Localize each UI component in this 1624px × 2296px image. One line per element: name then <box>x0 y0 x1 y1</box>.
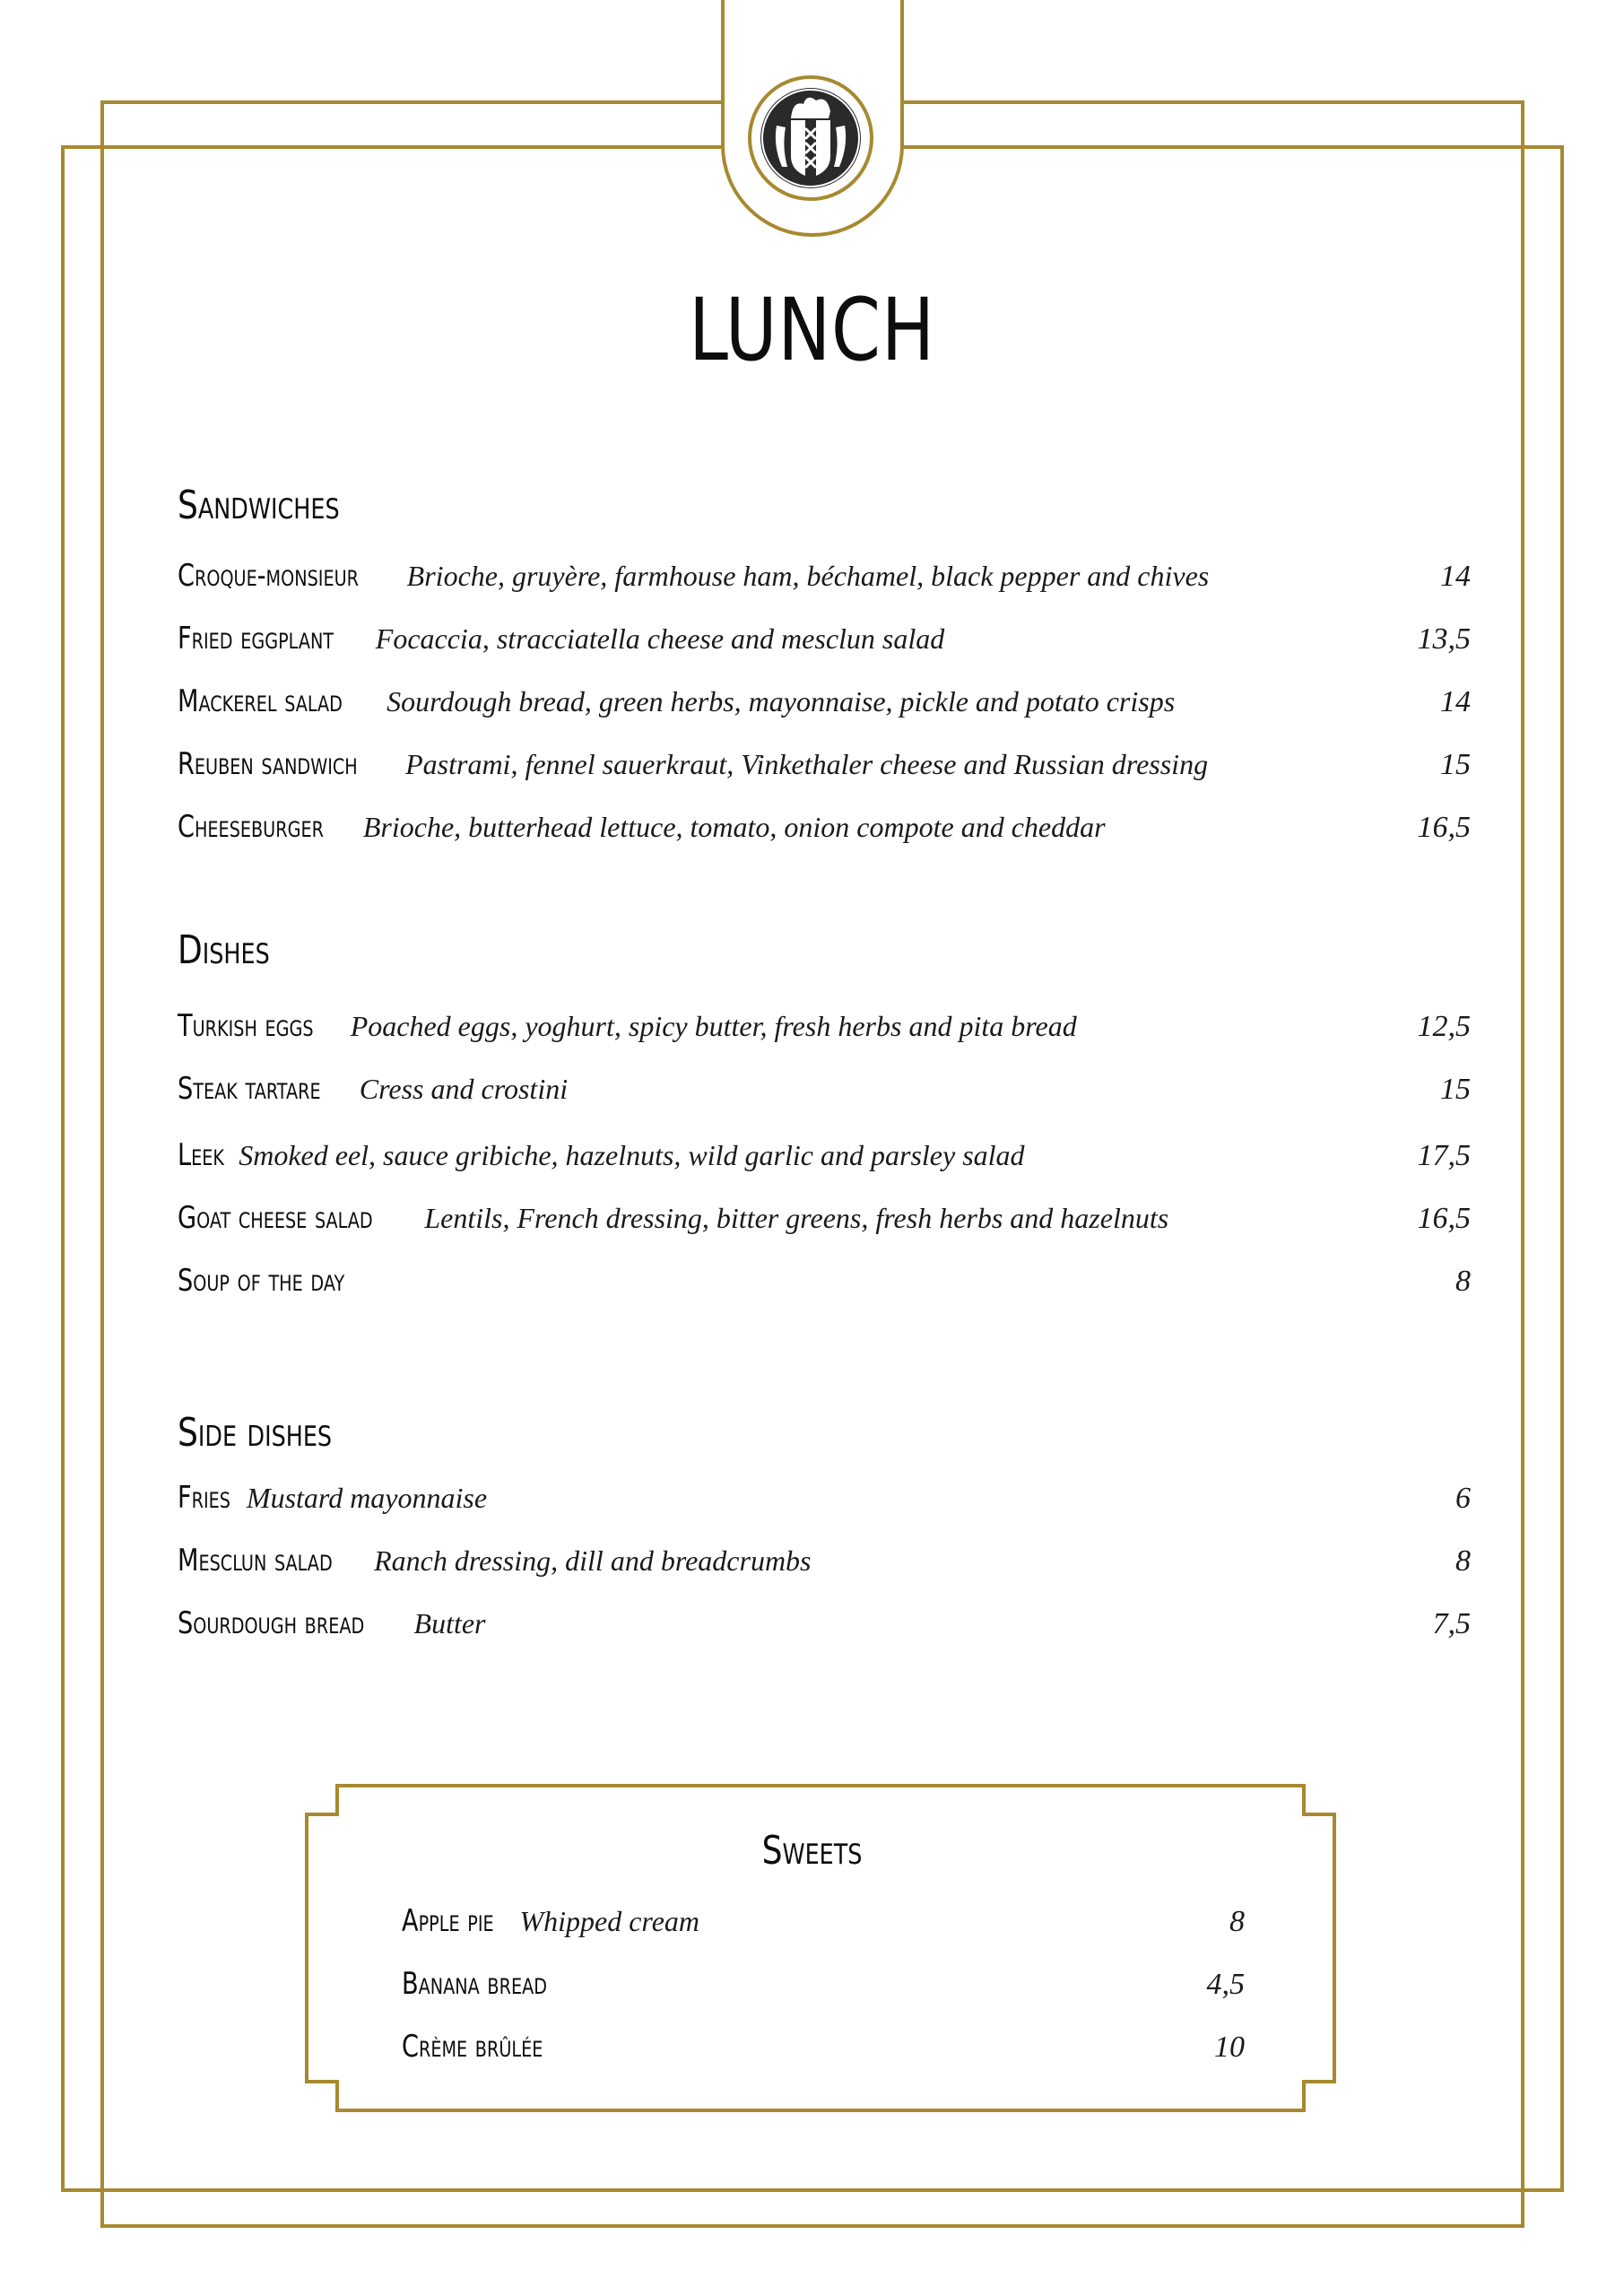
menu-item <box>178 621 1471 660</box>
item-price: 16,5 <box>1417 811 1471 844</box>
item-name: Apple pie <box>402 1903 494 1939</box>
item-description: Whipped cream <box>519 1905 699 1937</box>
menu-item <box>178 1137 1471 1177</box>
menu-item <box>178 809 1471 848</box>
item-description: Ranch dressing, dill and breadcrumbs <box>374 1544 812 1577</box>
section-title-dishes: Dishes <box>178 927 270 973</box>
item-price: 4,5 <box>1206 1968 1245 2001</box>
item-description: Lentils, French dressing, bitter greens, fresh herbs and hazelnuts <box>424 1202 1169 1234</box>
amsterdam-crest-icon <box>746 74 875 203</box>
item-price: 8 <box>1455 1544 1471 1578</box>
item-name: Croque-monsieur <box>178 558 359 594</box>
item-description: Focaccia, stracciatella cheese and mesclun salad <box>375 622 945 655</box>
item-name: Steak tartare <box>178 1071 321 1107</box>
menu-item <box>178 1071 1471 1110</box>
menu-item <box>178 1543 1471 1582</box>
item-price: 7,5 <box>1432 1607 1471 1640</box>
item-description: Sourdough bread, green herbs, mayonnaise, pickle and potato crisps <box>386 685 1176 718</box>
menu-item <box>402 1903 1245 1943</box>
item-price: 8 <box>1229 1905 1245 1938</box>
item-name: Mesclun salad <box>178 1543 333 1578</box>
item-name: Fries <box>178 1480 230 1516</box>
item-price: 16,5 <box>1417 1202 1471 1235</box>
item-description: Smoked eel, sauce gribiche, hazelnuts, wild garlic and parsley salad <box>239 1139 1025 1171</box>
item-price: 10 <box>1214 2031 1245 2064</box>
item-name: Crème brûlée <box>402 2029 543 2065</box>
item-description: Butter <box>413 1607 486 1639</box>
menu-item <box>178 1605 1471 1645</box>
item-price: 15 <box>1440 748 1471 781</box>
item-price: 17,5 <box>1417 1139 1471 1172</box>
menu-item <box>178 1263 1471 1302</box>
item-name: Fried eggplant <box>178 621 334 657</box>
section-title-sweets: Sweets <box>761 1828 863 1874</box>
menu-item <box>178 746 1471 786</box>
item-price: 14 <box>1440 685 1471 718</box>
item-description: Poached eggs, yoghurt, spicy butter, fresh herbs and pita bread <box>350 1010 1077 1042</box>
menu-item <box>178 558 1471 597</box>
item-name: Mackerel salad <box>178 683 343 719</box>
menu-item <box>178 1480 1471 1519</box>
item-price: 8 <box>1455 1265 1471 1298</box>
item-description: Pastrami, fennel sauerkraut, Vinkethaler cheese and Russian dressing <box>405 748 1209 780</box>
item-price: 13,5 <box>1417 622 1471 656</box>
item-price: 14 <box>1440 560 1471 593</box>
menu-item <box>178 1008 1471 1048</box>
page-title: LUNCH <box>689 280 935 380</box>
item-price: 12,5 <box>1417 1010 1471 1043</box>
item-name: Banana bread <box>402 1966 547 2002</box>
section-title-side-dishes: Side dishes <box>178 1410 333 1456</box>
menu-item <box>178 1200 1471 1239</box>
item-description: Brioche, butterhead lettuce, tomato, onion compote and cheddar <box>362 811 1106 843</box>
item-price: 15 <box>1440 1073 1471 1106</box>
item-name: Leek <box>178 1137 225 1173</box>
item-price: 6 <box>1455 1482 1471 1515</box>
item-description: Cress and crostini <box>359 1073 569 1105</box>
item-description: Brioche, gruyère, farmhouse ham, béchamel, black pepper and chives <box>406 560 1210 592</box>
item-name: Sourdough bread <box>178 1605 365 1641</box>
item-description: Mustard mayonnaise <box>246 1482 488 1514</box>
item-name: Goat cheese salad <box>178 1200 373 1236</box>
menu-item <box>402 2029 1245 2068</box>
menu-item <box>178 683 1471 723</box>
item-name: Turkish eggs <box>178 1008 314 1044</box>
item-name: Soup of the day <box>178 1263 345 1299</box>
menu-item <box>402 1966 1245 2005</box>
item-name: Cheeseburger <box>178 809 324 845</box>
item-name: Reuben sandwich <box>178 746 358 782</box>
section-title-sandwiches: Sandwiches <box>178 483 340 528</box>
